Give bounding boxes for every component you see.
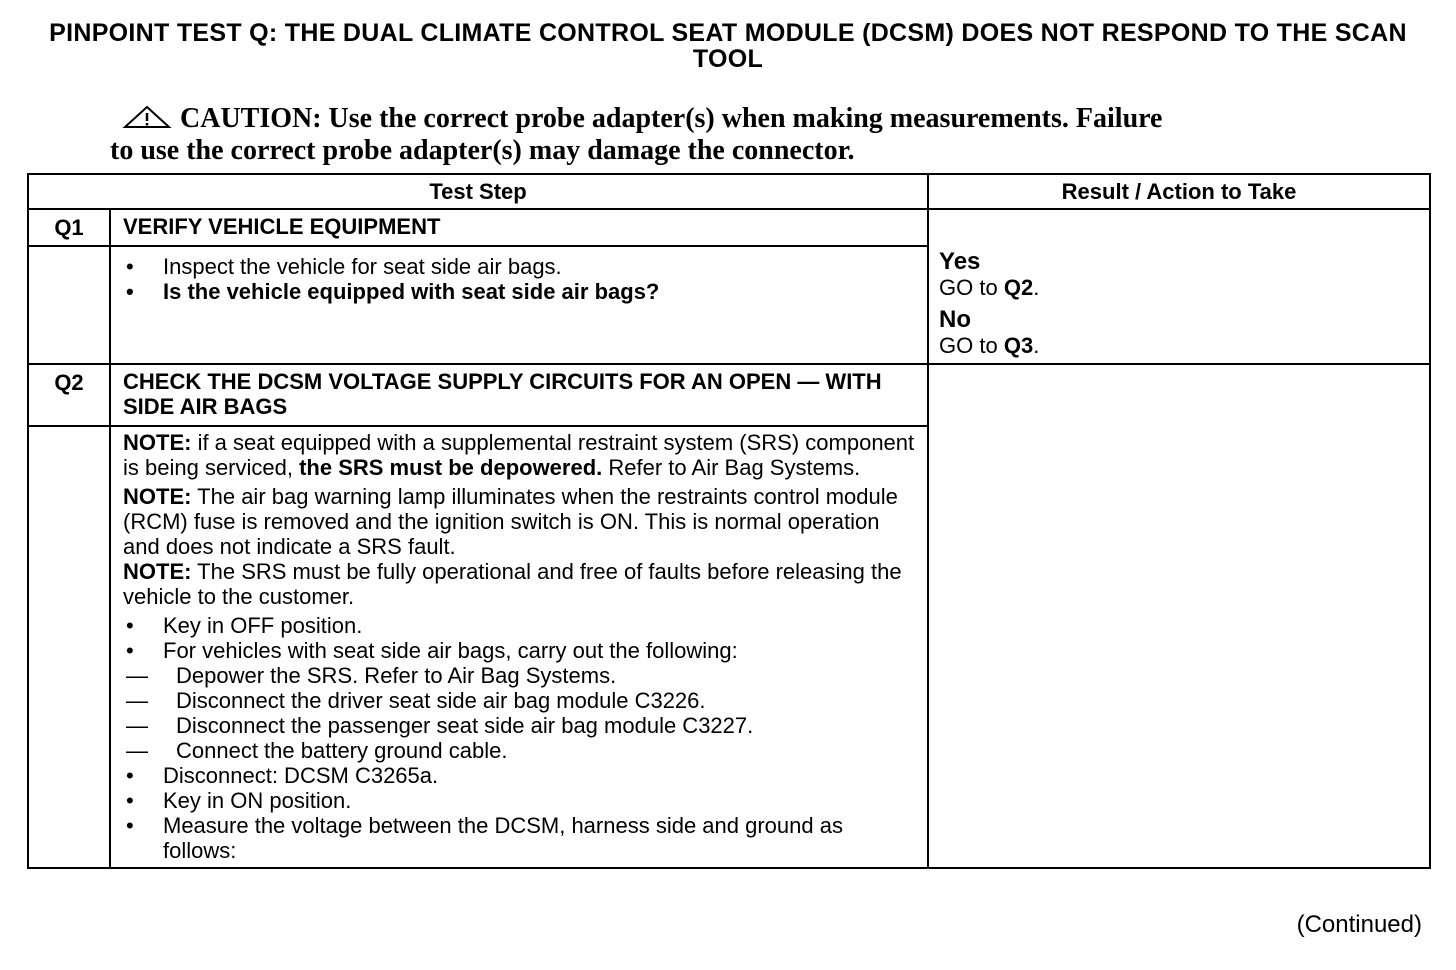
list-item: • Key in OFF position. — [126, 613, 917, 638]
list-item: — Depower the SRS. Refer to Air Bag Systems. — [126, 663, 917, 688]
q1-heading: VERIFY VEHICLE EQUIPMENT — [110, 209, 928, 246]
caution-block — [110, 103, 1330, 167]
q2-result — [928, 364, 1430, 868]
list-item: • Is the vehicle equipped with seat side air bags? — [126, 279, 917, 304]
pinpoint-table — [27, 173, 1431, 869]
q1-result — [928, 209, 1430, 364]
list-item: — Disconnect the driver seat side air bag module C3226. — [126, 688, 917, 713]
q1-no-label: No — [939, 306, 972, 333]
header-test-step: Test Step — [28, 174, 928, 209]
list-item: • Disconnect: DCSM C3265a. — [126, 763, 917, 788]
q2-heading-row — [28, 364, 1430, 426]
list-item: — Disconnect the passenger seat side air bag module C3227. — [126, 713, 917, 738]
q1-yes-link[interactable]: Q2 — [1003, 275, 1034, 300]
list-item: — Connect the battery ground cable. — [126, 738, 917, 763]
list-item: • Measure the voltage between the DCSM, harness side and ground as follows: — [126, 813, 917, 863]
continued-label: (Continued) — [1296, 911, 1422, 938]
table-header-row — [28, 174, 1430, 209]
q1-yes-label: Yes — [939, 248, 981, 275]
q2-heading: CHECK THE DCSM VOLTAGE SUPPLY CIRCUITS FOR AN OPEN — WITH SIDE AIR BAGS — [110, 364, 928, 426]
page-title: PINPOINT TEST Q: THE DUAL CLIMATE CONTROL SEAT MODULE (DCSM) DOES NOT RESPOND TO THE SCAN TOOL — [49, 19, 1407, 73]
q1-body — [110, 246, 928, 364]
step-id-q2: Q2 — [28, 364, 110, 426]
step-id-q1: Q1 — [28, 209, 110, 246]
warning-triangle-icon — [122, 105, 172, 129]
list-item: • For vehicles with seat side air bags, carry out the following: — Depower the SRS. Refer to Air Bag Systems. — Disconnect the driver seat side air bag module C3226. — Disconnect the passenger seat side air bag module C3227. — Connect the battery ground cable. — [126, 638, 917, 763]
q2-body — [110, 426, 928, 868]
q1-no-action: GO to Q3. — [939, 333, 1040, 358]
note-srs-depower: NOTE: if a seat equipped with a supplemental restraint system (SRS) component is being serviced, the SRS must be depowered. Refer to Air Bag Systems. — [123, 430, 915, 480]
q1-heading-row — [28, 209, 1430, 246]
list-item: • Inspect the vehicle for seat side air bags. — [126, 254, 917, 279]
list-item: • Key in ON position. — [126, 788, 917, 813]
q1-no-link[interactable]: Q3 — [1003, 333, 1034, 358]
caution-text: CAUTION: Use the correct probe adapter(s) when making measurements. Failure — [180, 103, 1163, 134]
note-warning-lamp: NOTE: The air bag warning lamp illuminates when the restraints control module (RCM) fuse is removed and the ignition switch is ON. This is normal operation and does not indicate a SRS fault. — [123, 484, 898, 559]
caution-text-2: to use the correct probe adapter(s) may damage the connector. — [110, 135, 855, 166]
q1-yes-action: GO to Q2. — [939, 275, 1040, 300]
note-srs-operational: NOTE: The SRS must be fully operational and free of faults before releasing the vehicle to the customer. — [123, 559, 902, 609]
header-result-action: Result / Action to Take — [928, 174, 1430, 209]
